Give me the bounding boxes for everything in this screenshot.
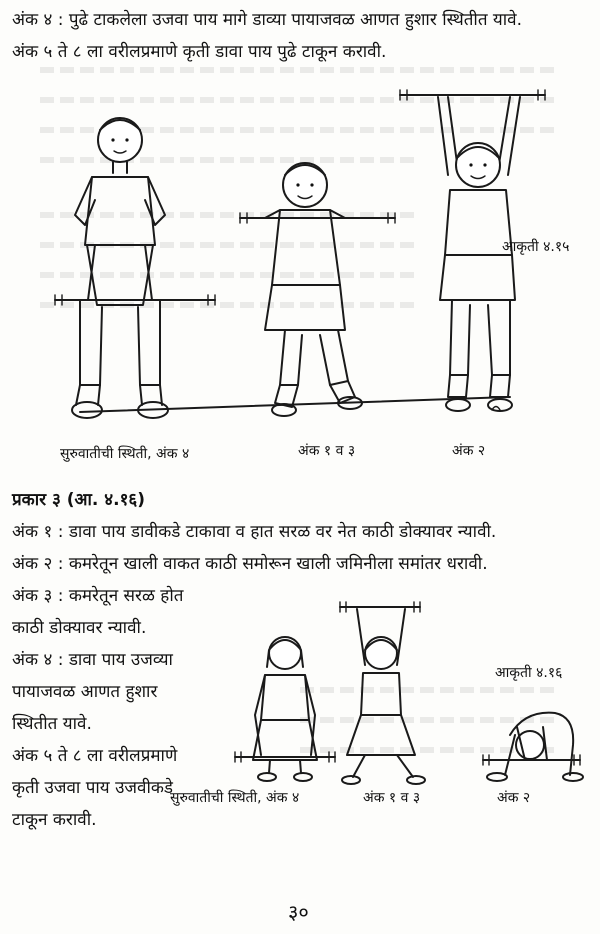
section-line-2: अंक २ : कमरेतून खाली वाकत काठी समोरून खाली जमिनीला समांतर धरावी. bbox=[12, 554, 488, 574]
figure-4-15-illustration bbox=[40, 85, 560, 430]
figure-4-15-caption-3: अंक २ bbox=[452, 443, 486, 459]
girl-standing-stick-low bbox=[235, 637, 335, 781]
girl-bent-forward-stick-low bbox=[483, 713, 583, 781]
section-line-9: कृती उजवा पाय उजवीकडे bbox=[12, 778, 174, 798]
section-line-1: अंक १ : डावा पाय डावीकडे टाकावा व हात सरळ वर नेत काठी डोक्यावर न्यावी. bbox=[12, 522, 497, 542]
figure-4-15-label: आकृती ४.१५ bbox=[502, 239, 570, 255]
section-line-7: स्थितीत यावे. bbox=[12, 714, 92, 734]
figure-4-15-caption-1: सुरुवातीची स्थिती, अंक ४ bbox=[60, 446, 190, 462]
figure-4-15-caption-2: अंक १ व ३ bbox=[298, 443, 356, 459]
section-line-3: अंक ३ : कमरेतून सरळ होत bbox=[12, 586, 184, 606]
section-line-4: काठी डोक्यावर न्यावी. bbox=[12, 618, 147, 638]
boy-stick-chest-stepping bbox=[240, 163, 395, 416]
girl-arms-raised-stick-overhead bbox=[340, 602, 425, 784]
figure-4-16-caption-1: सुरुवातीची स्थिती, अंक ४ bbox=[170, 790, 300, 806]
page-number: ३० bbox=[288, 900, 309, 924]
boy-standing-stick-low bbox=[55, 118, 215, 418]
section-line-6: पायाजवळ आणत हुशार bbox=[12, 682, 158, 702]
figure-4-16-illustration bbox=[225, 595, 590, 785]
figure-4-16-caption-3: अंक २ bbox=[497, 790, 531, 806]
instruction-line-1: अंक ४ : पुढे टाकलेला उजवा पाय मागे डाव्या पायाजवळ आणत हुशार स्थितीत यावे. bbox=[12, 10, 523, 30]
section-line-5: अंक ४ : डावा पाय उजव्या bbox=[12, 650, 173, 670]
section-line-8: अंक ५ ते ८ ला वरीलप्रमाणे bbox=[12, 746, 178, 766]
section-heading: प्रकार ३ (आ. ४.१६) bbox=[12, 490, 146, 510]
figure-4-16-label: आकृती ४.१६ bbox=[495, 665, 563, 681]
section-line-10: टाकून करावी. bbox=[12, 810, 97, 830]
figure-4-16-caption-2: अंक १ व ३ bbox=[363, 790, 421, 806]
instruction-line-2: अंक ५ ते ८ ला वरीलप्रमाणे कृती डावा पाय पुढे टाकून करावी. bbox=[12, 42, 387, 62]
